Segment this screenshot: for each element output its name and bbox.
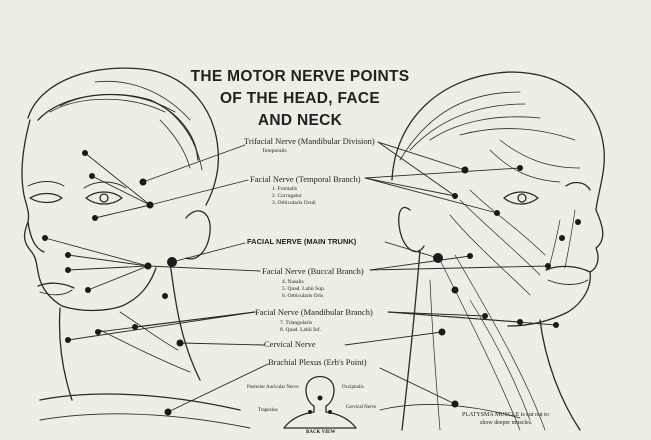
skull-outline (392, 72, 604, 326)
label-trapezius: Trapezius (258, 408, 278, 413)
label-facial-buccal: Facial Nerve (Buccal Branch) (262, 266, 364, 276)
label-triangularis: 7. Triangularis (280, 320, 313, 326)
label-corrugator: 2. Corrugator (272, 193, 302, 199)
title-line-2: OF THE HEAD, FACE (219, 90, 381, 107)
label-facial-main-trunk: FACIAL NERVE (MAIN TRUNK) (247, 237, 357, 246)
label-frontalis: 1. Frontalis (272, 186, 298, 192)
label-orbicularis-oculi: 3. Orbicularis Oculi (272, 200, 316, 206)
label-facial-mandibular: Facial Nerve (Mandibular Branch) (255, 307, 373, 317)
label-nasalis: 4. Nasalis (282, 279, 304, 285)
label-temporalis: Temporalis (262, 148, 287, 154)
label-posterior-auricular: Posterior Auricular Nerve (247, 385, 299, 390)
label-occipitalis: Occipitalis (342, 385, 364, 390)
label-facial-temporal: Facial Nerve (Temporal Branch) (250, 174, 361, 184)
label-platysma-note-2: show deeper muscles. (480, 420, 533, 426)
label-quad-labii-sup: 5. Quad. Labii Sup. (282, 286, 326, 292)
label-brachial-plexus: Brachial Plexus (Erb's Point) (268, 357, 367, 367)
label-trifacial-nerve: Trifacial Nerve (Mandibular Division) (244, 136, 375, 146)
label-cervical-nerve: Cervical Nerve (264, 339, 316, 349)
face-outline (22, 120, 156, 311)
title-line-1: THE MOTOR NERVE POINTS (190, 68, 410, 85)
motor-points (42, 150, 581, 416)
label-back-view: BACK VIEW (306, 430, 336, 435)
title-line-3: AND NECK (257, 112, 343, 129)
label-back-cervical-nerve: Cervical Nerve (346, 405, 377, 410)
label-platysma-note-1: PLATYSMA MUSCLE is cut out to (462, 412, 549, 418)
label-quad-labii-inf: 8. Quad. Labii Inf. (280, 327, 321, 333)
label-orbicularis-oris: 6. Orbicularis Oris (282, 293, 324, 299)
